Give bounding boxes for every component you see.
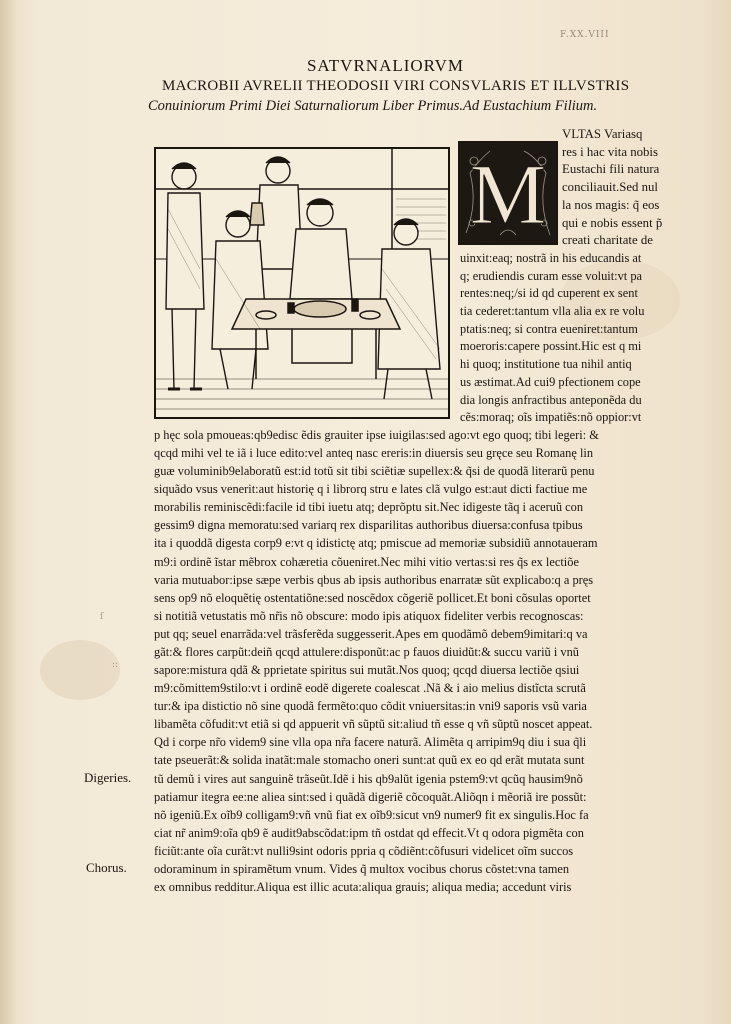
- text-line: tia cederet:tantum vlla alia ex re volu: [460, 304, 645, 318]
- margin-note: Digeries.: [84, 769, 132, 785]
- text-line: uinxit:eaq; nostrã in his educandis at: [460, 250, 642, 265]
- text-line: us æstimat.Ad cui9 pfectionem cope: [460, 374, 641, 389]
- book-subtitle: Conuiniorum Primi Diei Saturnaliorum Liber Primus.Ad Eustachium Filium.: [148, 98, 598, 114]
- text-line: qcqd mihi vel te iã i luce edito:vel anteq nasc ereris:in diuersis seu gręce seu Romanę lin: [154, 446, 594, 461]
- text-line: moeroris:capere possint.Hic est q mi: [460, 339, 642, 354]
- text-line: rentes:neq;/si id qd cuperent ex sent: [460, 286, 638, 301]
- text-line: qui e nobis essent p̃: [562, 215, 663, 230]
- text-line: gessim9 digna memoratu:sed variarq rex disparilitas authoribus diuersa:confusa tpibus: [154, 518, 583, 533]
- text-line: siquãdo vsus venerit:aut historię q i librorq stru e lates clã vulgo est:aut dicti factiue me: [154, 482, 588, 497]
- text-line: Eustachi fili natura: [562, 162, 660, 177]
- text-line: tur:& ipa distictio nõ sine quodã fermẽto:quo cõdit vniuersitas:in vni9 saporis vsũ varia: [154, 699, 587, 714]
- decorated-initial: [458, 141, 558, 245]
- text-line: m9:cõmittem9stilo:vt i ordinẽ eodẽ digerete coalescat .Nã & i aio melius distĩcta scrutã: [154, 681, 586, 696]
- banquet-scene-drawing: [156, 149, 448, 417]
- folio-mark: F.XX.VIII: [560, 30, 610, 40]
- text-line: dia longis anfractibus anteponẽda du: [460, 392, 642, 407]
- text-line: p hęc sola pmoueas:qb9edisc ẽdis grauiter ipse iuigilas:sed ago:vt ego quoq; tibi legeri: &: [154, 428, 599, 442]
- text-line: si notitiã vetustatis mõ nr̃is nõ obscure: modo ipis atiquox fideliter verbis recognoscas:: [154, 608, 584, 623]
- paper-stain: [40, 640, 120, 700]
- text-line: ciat nr̃ anim9:oĩa qb9 ẽ audit9abscõdat:ipm tñ ostdat qd effecit.Vt q odora pigmẽta con: [154, 825, 584, 840]
- text-line: ita i quoddã digesta corp9 e:vt q idistictę atq; pmiscue ad memoriæ subsidiũ annotaueram: [154, 536, 598, 551]
- margin-note: Chorus.: [86, 859, 127, 875]
- text-line: libamẽta cõfudit:vt etiã si qd appuerit vñ sũptũ sit:aliud tñ esse q vñ sũptũ noscet appeat.: [154, 717, 593, 732]
- text-line: ficiũt:ante oĩa curãt:vt nulli9sint odoris ppria q cõdiẽnt:cõfusuri videlicet oĩm succos: [154, 843, 574, 858]
- text-line: varia mutuabor:ipse sæpe verbis qbus ab ipsis authoribus enarratæ sũt explicabo:q a pręs: [154, 572, 594, 587]
- text-line: morabilis reminiscẽdi:facile id tibi iuetu atq; deprõptu sit.Nec idigeste tãq i aceruũ con: [154, 500, 584, 515]
- text-line: tũ demũ i vires aut sanguinẽ trãseũt.Idẽ i his qb9alũt igenia pstem9:vt qcũq hausim9nõ: [154, 771, 583, 786]
- page-gutter: [0, 0, 18, 1024]
- running-head: SATVRNALIORVM: [306, 56, 465, 75]
- text-line: sens op9 nõ eloquẽtię ostentatiõne:sed noscẽdox cõgeriẽ pollicet.Et boni cõsulas oportet: [154, 590, 591, 605]
- woodcut-illustration: [154, 147, 450, 419]
- book-title: MACROBII AVRELII THEODOSII VIRI CONSVLARIS ET ILLVSTRIS: [162, 78, 630, 94]
- text-line: conciliauit.Sed nul: [562, 180, 658, 195]
- text-line: ptatis:neq; si contra eueniret:tantum: [460, 321, 638, 336]
- bleed-through-mark: ::: [112, 660, 119, 670]
- text-line: sapore:mistura qdã & pprietate spiritus sui mutãt.Nos quoq; qcqd diuersa lectiõe qsiui: [154, 663, 580, 678]
- text-line: creati charitate de: [562, 233, 653, 248]
- text-line: odoraminum in spiramẽtum vnum. Vides q̃ multox vocibus chorus cõstet:vna tamen: [154, 861, 570, 876]
- text-line: VLTAS Variasq: [562, 127, 643, 141]
- bleed-through-mark: ſ: [100, 612, 104, 622]
- initial-letter: M: [469, 146, 547, 242]
- text-line: q; erudiendis curam esse voluit:vt pa: [460, 268, 643, 283]
- text-line: gãt:& flores carpũt:deiñ qcqd attulere:disponũt:ac p fauos diuidũt:& succu variũ i vnũ: [154, 644, 579, 659]
- text-line: ex omnibus redditur.Aliqua est illic acuta:aliqua grauis; aliqua media; accedunt viris: [154, 880, 572, 894]
- text-line: tate pseuerãt:& solida inatãt:male stomacho oneri sunt:at quũ ex eo qd erãt mutata sunt: [154, 753, 585, 768]
- text-line: guæ voluminib9elaboratũ est:id totũ sit tibi sciẽtiæ supellex:& q̃si de quodã literarũ penu: [154, 464, 595, 479]
- text-line: patiamur itegra ee:ne aliea sint:sed i quãdã digeriẽ cõcoquãt.Aliõqn i mẽoriã ire possũt:: [154, 789, 587, 804]
- text-line: put qq; seuel enarrãda:vel trãsferẽda suggesserit.Apes em quodãmõ debem9imitari:q va: [154, 626, 588, 641]
- text-line: Qd i corpe nr̃o videm9 sine vlla opa nr̃a facere naturã. Alimẽta q arripim9q diu i sua q̃li: [154, 735, 587, 750]
- text-line: nõ igeniũ.Ex oĩb9 colligam9:vñ vnũ fiat ex oĩb9:sicut vn9 numer9 fit ex singulis.Hoc fa: [154, 807, 589, 822]
- text-line: hi quoq; institutione tua nihil antiq: [460, 357, 632, 372]
- text-line: cẽs:moraq; oĩs impatiẽs:nõ oppior:vt: [460, 410, 642, 425]
- text-line: la nos magis: q̃ eos: [562, 197, 660, 212]
- text-line: res i hac vita nobis: [562, 144, 658, 159]
- text-line: m9:i ordinẽ ĩstar mẽbrox cohæretia cõueniret.Nec mihi vitio vertas:si res q̃s ex lectiõe: [154, 554, 579, 569]
- initial-m-drawing: [460, 143, 556, 243]
